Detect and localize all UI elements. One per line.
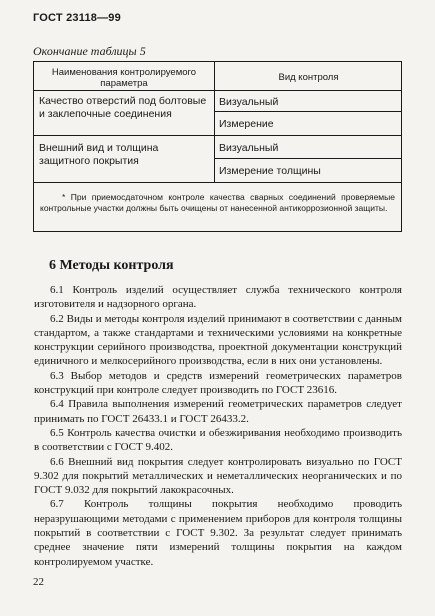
table-row-2-control-2: Измерение толщины — [219, 165, 321, 177]
table-subrow-divider — [215, 111, 401, 112]
paragraph-6-7: 6.7 Контроль толщины покрытия необходимо проводить неразрушающими методами с применением приборов для контроля толщины покрытий в соответствии с ГОСТ 9.302. За результат следует принимать среднее значение пяти измерений толщины покрытия на каждом контролируемом участке. — [34, 498, 402, 568]
section-title: 6 Методы контроля — [49, 258, 174, 273]
control-table — [33, 61, 402, 232]
table-row-1-control-1: Визуальный — [219, 96, 279, 108]
table-row-divider — [34, 135, 401, 136]
table-row-1-control-2: Измерение — [219, 118, 274, 130]
table-header-divider — [34, 90, 401, 91]
table-header-control-type: Вид контроля — [278, 72, 339, 83]
paragraph-6-3: 6.3 Выбор методов и средств измерений геометрических параметров конструкций при контроле следует производить по ГОСТ 23616. — [34, 369, 402, 397]
paragraph-6-6: 6.6 Внешний вид покрытия следует контролировать визуально по ГОСТ 9.302 для покрытий металлических и неметаллических неорганических и по ГОСТ 9.032 для покрытий лакокрасочных. — [34, 455, 402, 497]
table-footnote-divider — [34, 182, 401, 183]
table-header-parameter: Наименования контролируемого параметра — [51, 67, 197, 89]
document-code: ГОСТ 23118—99 — [33, 12, 121, 24]
paragraph-6-1: 6.1 Контроль изделий осуществляет служба технического контроля изготовителя и надзорного органа. — [34, 284, 402, 311]
table-footnote: * При приемосдаточном контроле качества сварных соединений проверяемые контрольные участки должны быть очищены от нанесенной антикоррозионной защиты. — [40, 192, 395, 213]
table-row-2-parameter: Внешний вид и толщина защитного покрытия — [39, 142, 159, 167]
table-row-1-parameter: Качество отверстий под болтовые и заклепочные соединения — [39, 95, 207, 120]
paragraph-6-5: 6.5 Контроль качества очистки и обезжиривания необходимо производить в соответствии с ГОСТ 9.402. — [34, 426, 402, 454]
paragraph-6-2: 6.2 Виды и методы контроля изделий принимают в соответствии с данным стандартом, а также стандартами и техническими условиями на конкретные конструкции серийного производства, проектной документации конструкций единичного и мелкосерийного производства, если в них они установлены. — [34, 312, 402, 368]
table-subrow-divider — [215, 158, 401, 159]
table-row-2-control-1: Визуальный — [219, 142, 279, 154]
table-caption: Окончание таблицы 5 — [33, 44, 146, 58]
page-number: 22 — [33, 576, 44, 588]
section-body — [34, 283, 402, 569]
paragraph-6-4: 6.4 Правила выполнения измерений геометрических параметров следует принимать по ГОСТ 26433.1 и ГОСТ 26433.2. — [34, 398, 402, 425]
